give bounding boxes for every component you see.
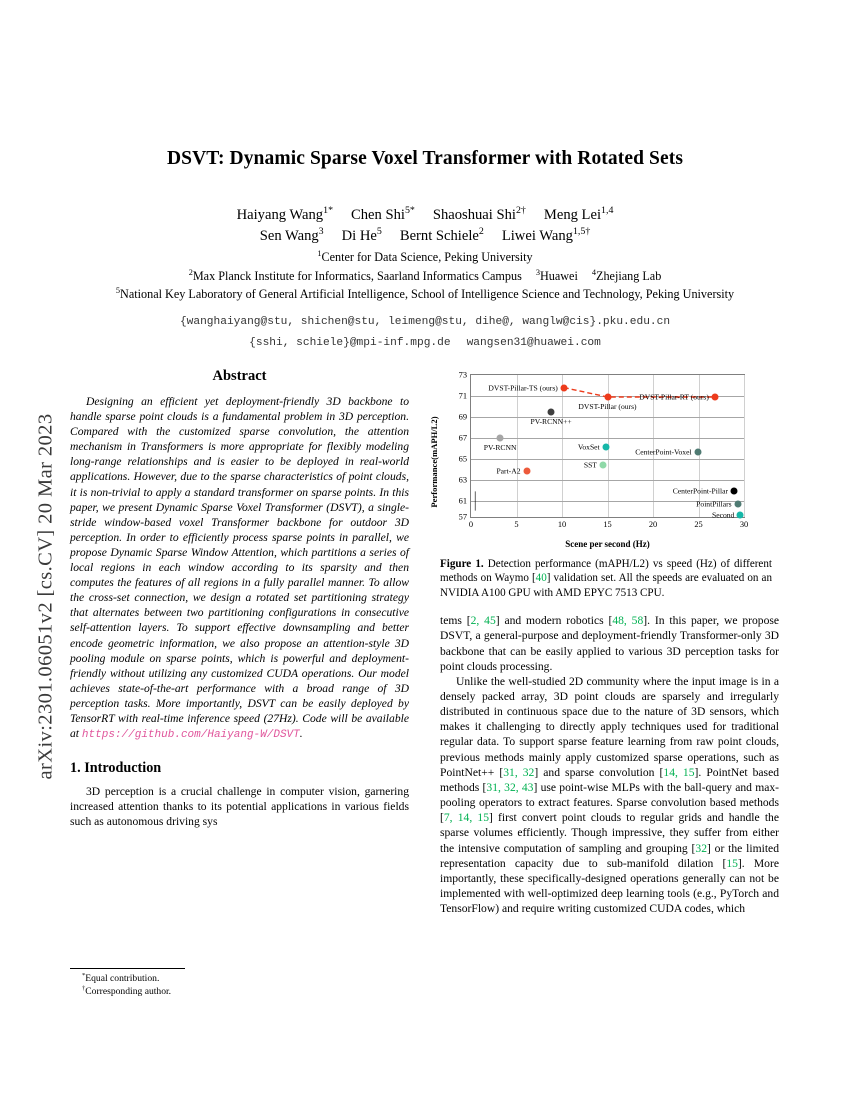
affiliation: $^4$Zhejiang Lab (591, 267, 662, 283)
author: Bernt Schiele$^2$ (399, 226, 484, 244)
abstract-heading: Abstract (212, 368, 267, 384)
author-sup: 1,5† (572, 226, 591, 238)
citation-link[interactable]: 40 (535, 572, 547, 585)
email-list (70, 313, 780, 353)
affiliation-sup: 2 (188, 267, 193, 277)
author: Shaoshuai Shi$^{2\dagger}$ (432, 205, 526, 223)
author-sup: 1,4 (601, 205, 614, 217)
chart-y-axis-label: Performance(mAPH/L2) (429, 416, 439, 508)
affiliation-sup: 1 (317, 248, 322, 258)
author-sup: 2 (478, 226, 484, 238)
chart-point-label: DVST-Pillar (ours) (578, 401, 637, 411)
chart-data-point (548, 408, 555, 415)
chart-data-point (523, 468, 530, 475)
right-column-body (440, 613, 779, 916)
paper-page (70, 0, 780, 1100)
author-sup: 5 (376, 226, 382, 238)
footnote-rule (70, 968, 185, 969)
author-sup: 1* (323, 205, 334, 217)
introduction-heading: 1. Introduction (70, 760, 162, 777)
footnote-item: †Corresponding author. (82, 984, 172, 997)
affiliation: $^3$Huawei (535, 267, 578, 283)
intro-paragraph-1: 3D perception is a crucial challenge in computer vision, garnering increased attention thanks to its potential applications in various fields such as autonomous driving sys (70, 785, 409, 829)
figure-caption-label: Figure 1. (440, 558, 484, 570)
author-row (70, 226, 780, 247)
citation-link[interactable]: 2, 45 (470, 614, 496, 628)
chart-x-tick: 20 (648, 520, 658, 529)
author: Di He$^5$ (341, 226, 382, 244)
affiliation-row (70, 286, 780, 304)
footnote-block (70, 968, 409, 998)
chart-x-axis-label: Scene per second (Hz) (565, 539, 650, 549)
chart-y-tick: 61 (458, 496, 467, 506)
chart-point-label: PV-RCNN++ (530, 416, 572, 426)
chart-data-point (599, 462, 606, 469)
chart-gridline-vertical (744, 375, 745, 517)
chart-x-tick: 0 (468, 520, 474, 529)
chart-data-point (602, 444, 609, 451)
affiliation: $^1$Center for Data Science, Peking University (317, 248, 533, 264)
chart-point-label: CenterPoint-Voxel (635, 447, 692, 457)
chart-point-label: PointPillars (696, 499, 732, 509)
affiliation-sup: 5 (115, 285, 121, 295)
chart-container (429, 368, 750, 549)
affiliation: $^2$Max Planck Institute for Informatics, Saarland Informatics Campus (188, 267, 522, 283)
chart-y-tick: 71 (458, 391, 467, 401)
citation-link[interactable]: 14, 15 (663, 765, 695, 779)
chart-y-tick: 73 (458, 370, 467, 380)
chart-point-label: Second (712, 510, 735, 520)
chart-data-point (694, 449, 701, 456)
author-list (70, 205, 780, 247)
citation-link[interactable]: 7, 14, 15 (443, 811, 490, 825)
code-url-link[interactable]: https://github.com/Haiyang-W/DSVT (81, 729, 300, 742)
citation-link[interactable]: 32 (695, 841, 707, 855)
author: Meng Lei$^{1,4}$ (543, 205, 614, 223)
chart-data-point (730, 488, 737, 495)
affiliation: $^5$National Key Laboratory of General Artificial Intelligence, School of Intelligence Science and Technology, Peking University (115, 285, 735, 301)
arxiv-stamp: arXiv:2301.06051v2 [cs.CV] 20 Mar 2023 (34, 413, 57, 780)
chart-y-tick: 67 (458, 433, 467, 443)
chart-plot-area (458, 370, 749, 529)
affiliation-sup: 4 (591, 267, 596, 277)
citation-link[interactable]: 48, 58 (612, 614, 644, 628)
chart-x-tick: 15 (603, 520, 612, 529)
chart-point-label: DVST-Pillar-TS (ours) (488, 383, 558, 393)
chart-point-label: SST (583, 460, 597, 470)
chart-data-point (560, 384, 567, 391)
affiliation-list (70, 249, 780, 304)
author: Chen Shi$^{5*}$ (351, 205, 415, 223)
chart-x-tick: 25 (694, 520, 703, 529)
chart-x-tick: 30 (739, 520, 749, 529)
figure-caption: Figure 1. Detection performance (mAPH/L2) vs speed (Hz) of different methods on Waymo [40] validation set. All the speeds are evaluated on an NVIDIA A100 GPU with AMD EPYC 7513 CPU. (440, 558, 772, 599)
chart-data-point (497, 434, 504, 441)
figure-1 (429, 368, 780, 916)
chart-y-tick: 69 (458, 412, 467, 422)
author-sup: 2† (515, 205, 526, 217)
author: Haiyang Wang$^{1*}$ (236, 205, 334, 223)
affiliation-row (70, 268, 780, 286)
author: Sen Wang$^3$ (259, 226, 324, 244)
footnote-sup: * (82, 971, 86, 979)
footnote-item: *Equal contribution. (82, 971, 160, 984)
email-line: {sshi, schiele}@mpi-inf.mpg.de wangsen31@huawei.com (249, 336, 601, 349)
chart-y-tick: 57 (458, 512, 467, 522)
email-line: {wanghaiyang@stu, shichen@stu, leimeng@stu, dihe@, wanglw@cis}.pku.edu.cn (179, 315, 671, 328)
chart-data-point (734, 500, 741, 507)
author-row (70, 205, 780, 226)
chart-y-tick: 65 (458, 454, 467, 464)
chart-point-label: PV-RCNN (483, 442, 517, 452)
chart-x-tick: 5 (514, 520, 519, 529)
chart-data-point (737, 512, 744, 519)
chart-x-tick: 10 (557, 520, 567, 529)
chart-point-label: CenterPoint-Pillar (672, 486, 728, 496)
chart-point-label: VoxSet (577, 442, 600, 452)
chart-axis-break-icon: ⸺ (469, 490, 484, 511)
author: Liwei Wang$^{1,5\dagger}$ (501, 226, 591, 244)
citation-link[interactable]: 31, 32 (503, 765, 535, 779)
intro-paragraph-2: Unlike the well-studied 2D community where the input image is in a densely packed array, 3D point clouds are sparsely and irregularly distributed in continuous space due to the nature of 3D sensors, which makes it challenging to directly apply techniques used for traditional regular data. To support sparse feature learning from raw point clouds, previous methods mainly apply customized sparse operations, such as PointNet++ [31, 32] and sparse convolution [14, 15]. PointNet based methods [31, 32, 43] use point-wise MLPs with the ball-query and max-pooling operators to extract features. Sparse convolution based methods [7, 14, 15] first convert point clouds to regular grids and handle the sparse volumes efficiently. Though impressive, they suffer from either the intensive computation of sampling and grouping [32] or the limited representation capacity due to sub-manifold dilation [15]. More importantly, these specifically-designed operations generally can not be implemented with well-optimized deep learning tools (e.g., PyTorch and TensorFlow) and require writing customized CUDA codes, which (440, 674, 780, 916)
affiliation-row (70, 249, 780, 267)
chart-y-tick: 63 (458, 475, 467, 485)
page-title: DSVT: Dynamic Sparse Voxel Transformer with Rotated Sets (166, 148, 684, 169)
affiliation-sup: 3 (535, 267, 540, 277)
footnote-sup: † (82, 984, 86, 992)
abstract-text: Designing an efficient yet deployment-friendly 3D backbone to handle sparse point clouds is a fundamental problem in 3D perception. Compared with the customized sparse convolution, the attention mechanism in Transformers is more appropriate for flexibly modeling long-range relationships and is easier to be deployed in real-world applications. However, due to the sparse characteristics of point clouds, it is non-trivial to apply a standard transformer on sparse points. In this paper, we present Dynamic Sparse Voxel Transformer (DSVT), a single-stride window-based voxel Transformer backbone for outdoor 3D perception. In order to efficiently process sparse points in parallel, we propose Dynamic Sparse Window Attention, which partitions a series of local regions in each window according to its sparsity and then computes the features of all regions in a fully parallel manner. To allow the cross-set connection, we design a rotated set partitioning strategy that alternates between two partitioning configurations in consecutive self-attention layers. To support effective downsampling and better encode geometric information, we also propose an attention-style 3D pooling module on sparse points, which is powerful and deployment-friendly without utilizing any customized CUDA operations. Our model achieves state-of-the-art performance with a broad range of 3D perception tasks. More importantly, DSVT can be easily deployed by TensorRT with real-time inference speed (27Hz). Code will be available at https://github.com/Haiyang-W/DSVT. (70, 395, 409, 742)
author-sup: 3 (318, 226, 324, 238)
chart-point-label: Part-A2 (496, 466, 521, 476)
chart-data-point (711, 393, 718, 400)
intro-paragraph-1-cont: tems [2, 45] and modern robotics [48, 58]. In this paper, we propose DSVT, a general-purpose and deployment-friendly Transformer-only 3D backbone that can be easily applied to various 3D perception tasks for point clouds processing. (440, 614, 780, 673)
citation-link[interactable]: 15 (726, 856, 738, 870)
chart-data-point (604, 393, 611, 400)
author-sup: 5* (404, 205, 415, 217)
citation-link[interactable]: 31, 32, 43 (486, 780, 534, 794)
chart-point-label: DVST-Pillar-RT (ours) (639, 392, 709, 402)
left-column (70, 368, 409, 830)
